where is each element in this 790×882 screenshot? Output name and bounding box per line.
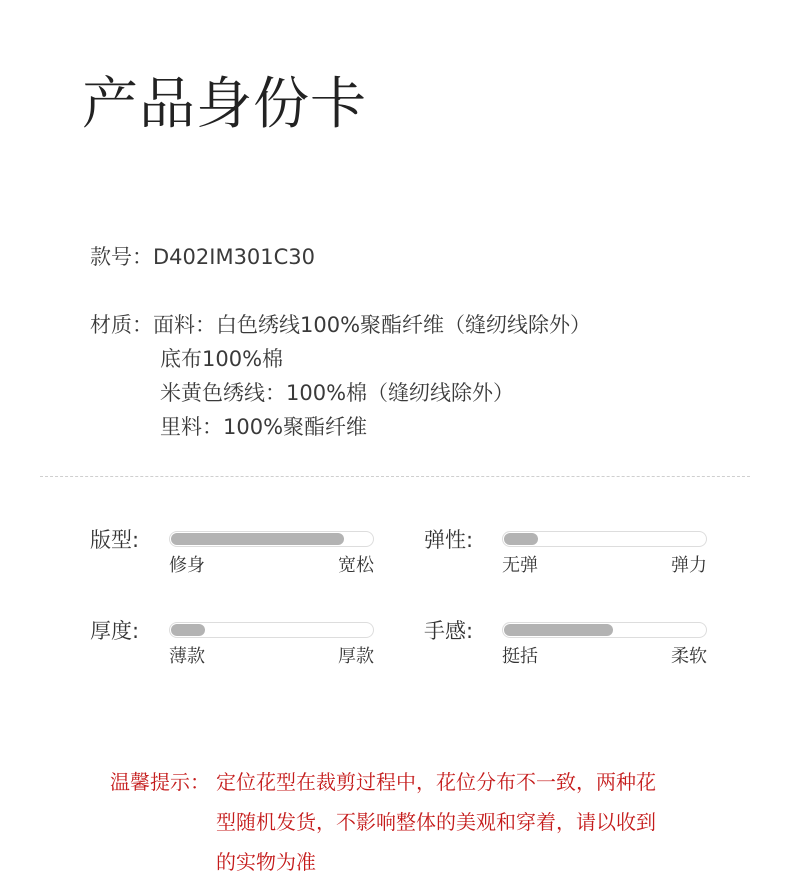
material-line-base: 底布100%棉 [160, 347, 284, 371]
material-line-embroidery: 米黄色绣线：100%棉（缝纫线除外） [160, 381, 515, 405]
attribute-track [169, 531, 374, 547]
attribute-min-label: 挺括 [502, 646, 538, 667]
material-row [90, 308, 591, 342]
attribute-max-label: 宽松 [338, 555, 374, 576]
page-title: 产品身份卡 [82, 72, 367, 137]
attribute-level-bar [171, 624, 205, 636]
attribute-min-label: 薄款 [169, 646, 205, 667]
attribute-level-bar [171, 533, 344, 545]
attribute-level-bar [504, 624, 613, 636]
material-label: 材质： [90, 313, 153, 337]
attribute-track [502, 622, 707, 638]
material-line-lining: 里料：100%聚酯纤维 [160, 415, 368, 439]
notice-line: 型随机发货，不影响整体的美观和穿着，请以收到 [216, 810, 656, 834]
attribute-track [502, 531, 707, 547]
attribute-label: 手感: [424, 619, 474, 643]
attribute-label: 厚度: [90, 619, 140, 643]
attribute-max-label: 厚款 [338, 646, 374, 667]
attribute-track [169, 622, 374, 638]
attribute-max-label: 柔软 [671, 646, 707, 667]
style-number [90, 240, 315, 274]
style-number-value: D402IM301C30 [153, 245, 316, 269]
attribute-min-label: 无弹 [502, 555, 538, 576]
attribute-label: 弹性: [424, 528, 474, 552]
material-line-shell: 面料：白色绣线100%聚酯纤维（缝纫线除外） [153, 313, 592, 337]
attribute-min-label: 修身 [169, 555, 205, 576]
attribute-level-bar [504, 533, 538, 545]
section-divider [40, 476, 750, 477]
notice-line: 的实物为准 [216, 850, 316, 874]
notice-label: 温馨提示： [110, 770, 210, 794]
style-number-label: 款号： [90, 245, 153, 269]
notice-line: 定位花型在裁剪过程中，花位分布不一致，两种花 [216, 770, 656, 794]
attribute-max-label: 弹力 [671, 555, 707, 576]
attribute-label: 版型: [90, 528, 140, 552]
